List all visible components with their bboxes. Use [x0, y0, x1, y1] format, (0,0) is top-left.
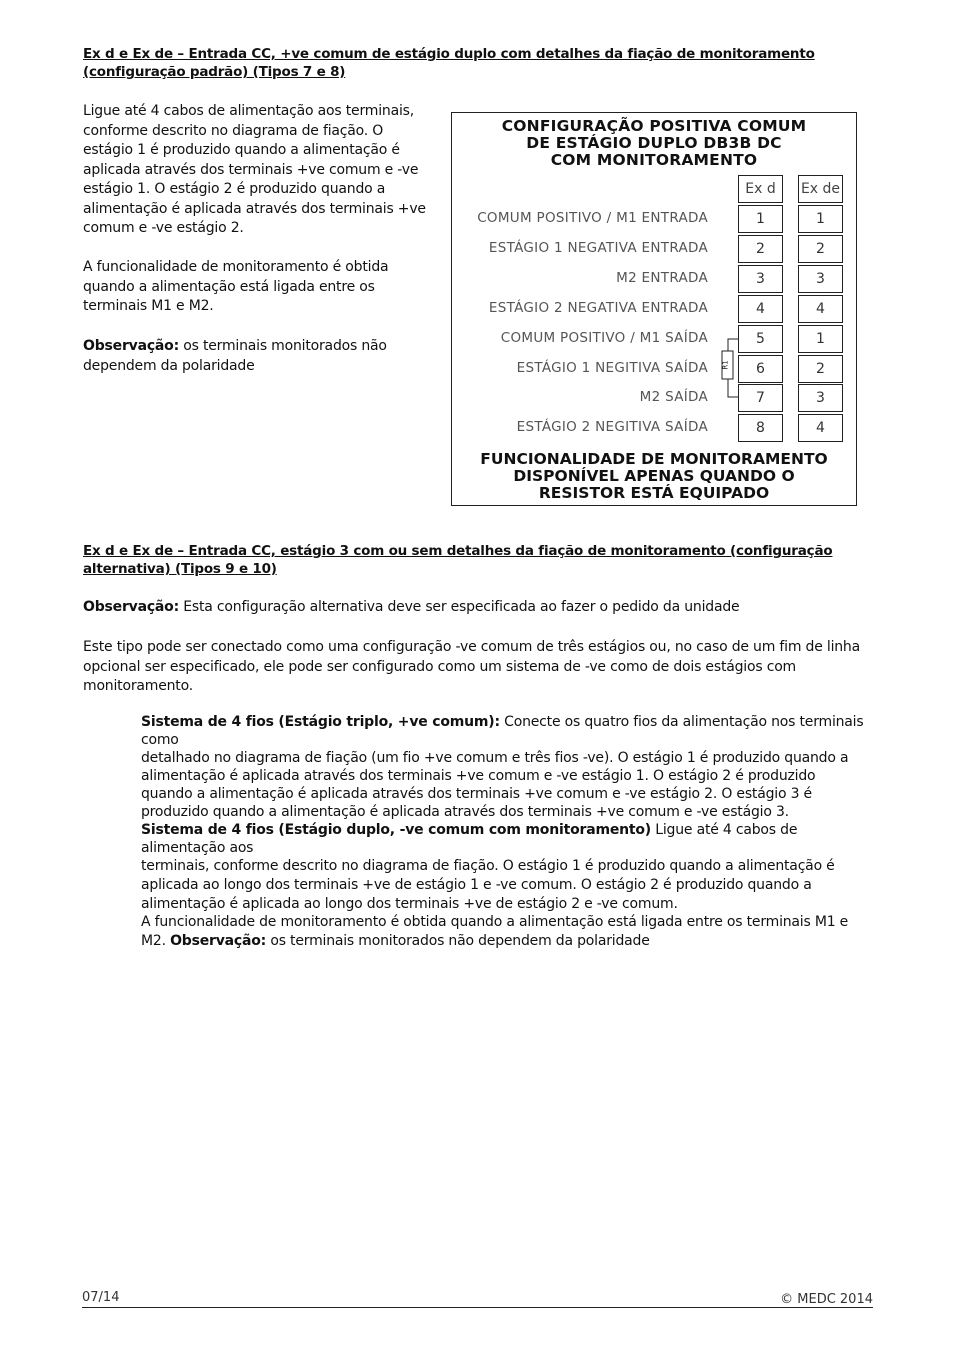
terminal-exd: 8 — [738, 414, 783, 442]
diagram-footer-line: RESISTOR ESTÁ EQUIPADO — [538, 484, 770, 502]
text-fragment: M2. — [141, 933, 171, 949]
system-descriptions — [141, 713, 871, 950]
text-line: detalhado no diagrama de fiação (um fio +ve comum e três fios -ve). O estágio 1 é produzido quando a — [141, 750, 849, 766]
copyright: © MEDC 2014 — [780, 1292, 873, 1307]
terminal-exde: 2 — [798, 355, 843, 383]
terminal-exd: 5 — [738, 325, 783, 353]
note-text: os terminais monitorados não — [179, 338, 387, 354]
note-text: Esta configuração alternativa deve ser especificada ao fazer o pedido da unidade — [179, 599, 740, 615]
row-label: COMUM POSITIVO / M1 ENTRADA — [477, 210, 708, 226]
text-line: opcional ser especificado, ele pode ser configurado como um sistema de -ve como de dois estágios com — [83, 658, 796, 675]
section2-para — [83, 638, 873, 697]
section1-heading — [83, 45, 843, 81]
row-label: M2 SAÍDA — [639, 389, 708, 405]
section1-para1 — [83, 102, 433, 239]
text-line: estágio 1 é produzido quando a alimentação é — [83, 142, 400, 158]
section1-note — [83, 337, 433, 376]
page-number: 07/14 — [82, 1290, 120, 1305]
note-label: Observação: — [83, 338, 179, 354]
note-label: Observação: — [83, 599, 179, 615]
diagram-footer — [452, 451, 856, 502]
row-label: ESTÁGIO 2 NEGATIVA ENTRADA — [488, 300, 708, 316]
terminal-exd: 2 — [738, 235, 783, 263]
text-line: Ligue até 4 cabos de alimentação aos terminais, — [83, 103, 414, 119]
text-line: terminais, conforme descrito no diagrama de fiação. O estágio 1 é produzido quando a alimentação é — [141, 858, 835, 874]
system2-label: Sistema de 4 fios (Estágio duplo, -ve comum com monitoramento) — [141, 822, 652, 838]
section2-heading — [83, 542, 873, 578]
diagram-footer-line: DISPONÍVEL APENAS QUANDO O — [513, 467, 795, 485]
text-line — [83, 337, 433, 357]
text-line: alimentação é aplicada através dos terminais +ve — [83, 200, 426, 217]
text-line: produzido quando a alimentação é aplicada através dos terminais +ve comum e -ve estágio 3. — [141, 804, 789, 820]
row-label: ESTÁGIO 1 NEGATIVA ENTRADA — [488, 240, 708, 256]
diagram-title-line: COM MONITORAMENTO — [550, 151, 758, 169]
diagram-title — [452, 118, 856, 169]
terminal-exde: 4 — [798, 414, 843, 442]
wiring-diagram — [451, 112, 857, 506]
resistor-icon — [708, 333, 740, 399]
terminal-exd: 7 — [738, 384, 783, 412]
system1-label: Sistema de 4 fios (Estágio triplo, +ve comum): — [141, 714, 500, 730]
text-line: conforme descrito no diagrama de fiação. O — [83, 122, 384, 139]
note-label: Observação: — [170, 933, 267, 949]
terminal-exde: 1 — [798, 325, 843, 353]
section1-para2 — [83, 258, 433, 317]
col-header-exde: Ex de — [798, 175, 843, 203]
section1-heading-line1: Ex d e Ex de – Entrada CC, +ve comum de estágio duplo com detalhes da fiação de monitoramento — [83, 46, 815, 62]
terminal-exde: 3 — [798, 265, 843, 293]
text-line — [141, 932, 871, 950]
terminal-exde: 2 — [798, 235, 843, 263]
footer-divider — [82, 1307, 873, 1308]
text-line: alimentação é aplicada através dos terminais +ve comum e -ve estágio 1. O estágio 2 é produzido — [141, 768, 816, 784]
note-text: os terminais monitorados não dependem da polaridade — [266, 933, 650, 949]
text-line: A funcionalidade de monitoramento é obtida quando a alimentação está ligada entre os terminais M1 e — [141, 914, 849, 930]
terminal-exd: 1 — [738, 205, 783, 233]
diagram-title-line: DE ESTÁGIO DUPLO DB3B DC — [526, 134, 782, 152]
row-label: COMUM POSITIVO / M1 SAÍDA — [500, 330, 708, 346]
diagram-title-line: CONFIGURAÇÃO POSITIVA COMUM — [501, 117, 807, 135]
row-label: ESTÁGIO 1 NEGITIVA SAÍDA — [516, 360, 708, 376]
text-line: aplicada ao longo dos terminais +ve de estágio 1 e -ve comum. O estágio 2 é produzido quando a — [141, 877, 812, 893]
row-label: ESTÁGIO 2 NEGITIVA SAÍDA — [516, 419, 708, 435]
terminal-exd: 3 — [738, 265, 783, 293]
diagram-footer-line: FUNCIONALIDADE DE MONITORAMENTO — [480, 450, 828, 468]
section2-heading-line1: Ex d e Ex de – Entrada CC, estágio 3 com ou sem detalhes da fiação de monitoramento (configuração — [83, 543, 833, 559]
resistor-label: R1 — [721, 360, 730, 370]
text-line: Este tipo pode ser conectado como uma configuração -ve comum de três estágios ou, no caso de um fim de linha — [83, 639, 860, 655]
text-line: quando a alimentação está ligada entre os — [83, 278, 375, 295]
text-line: alimentação é aplicada ao longo dos terminais +ve de estágio 2 e -ve comum. — [141, 896, 678, 912]
terminal-exd: 6 — [738, 355, 783, 383]
section2-note — [83, 598, 873, 618]
section1-heading-line2: (configuração padrão) (Tipos 7 e 8) — [83, 64, 346, 80]
text-line: monitoramento. — [83, 678, 193, 694]
terminal-exde: 3 — [798, 384, 843, 412]
text-line: comum e -ve estágio 2. — [83, 220, 244, 236]
col-header-exd: Ex d — [738, 175, 783, 203]
terminal-exd: 4 — [738, 295, 783, 323]
system1-text: Conecte os quatro fios da alimentação nos terminais como — [141, 714, 864, 748]
text-line: aplicada através dos terminais +ve comum e -ve — [83, 161, 419, 178]
text-line: quando a alimentação é aplicada através dos terminais +ve comum e -ve estágio 2. O estágio 3 é — [141, 786, 812, 802]
section2-heading-line2: alternativa) (Tipos 9 e 10) — [83, 561, 277, 577]
text-line — [141, 713, 871, 749]
text-line: estágio 1. O estágio 2 é produzido quando a — [83, 181, 386, 197]
text-line — [141, 821, 871, 857]
system2-text: Ligue até 4 cabos de alimentação aos — [141, 822, 798, 856]
terminal-exde: 4 — [798, 295, 843, 323]
text-line: dependem da polaridade — [83, 357, 255, 374]
terminal-exde: 1 — [798, 205, 843, 233]
text-line: terminais M1 e M2. — [83, 298, 214, 314]
text-line: A funcionalidade de monitoramento é obtida — [83, 259, 389, 275]
row-label: M2 ENTRADA — [616, 270, 708, 286]
